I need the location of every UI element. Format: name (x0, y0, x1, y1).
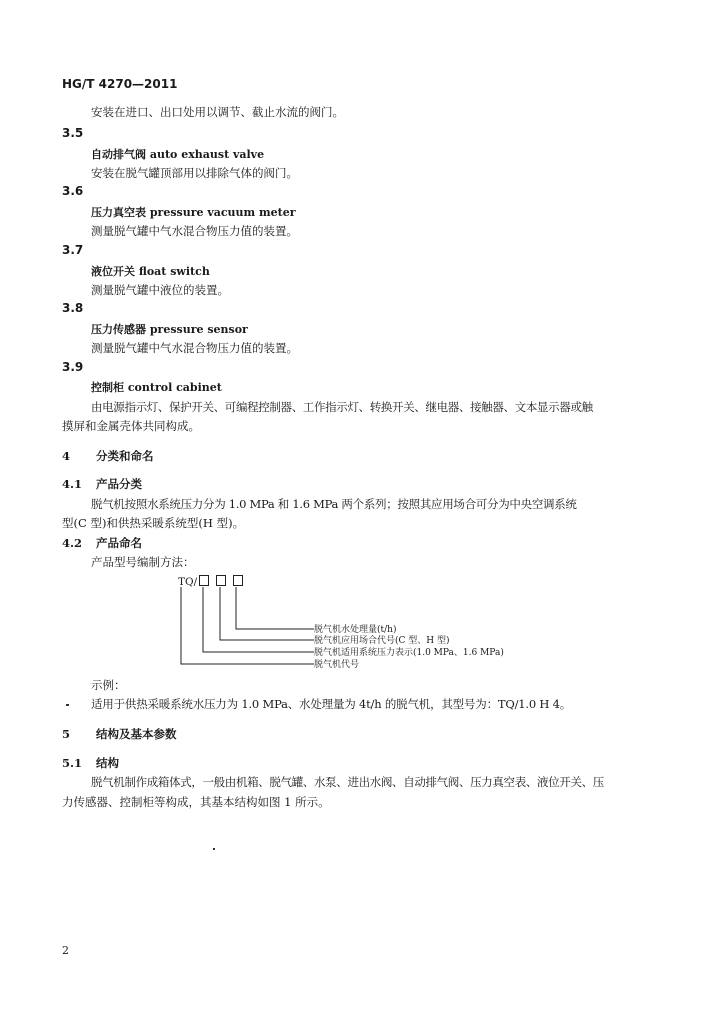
definition-text: 安装在脱气罐顶部用以排除气体的阀门。 (91, 166, 298, 180)
scan-speck (66, 704, 69, 706)
scan-speck (213, 848, 215, 850)
definition-text: 测量脱气罐中液位的装置。 (91, 283, 229, 297)
paragraph-text: 产品型号编制方法： (91, 555, 195, 569)
clause-number: 3.6 (62, 184, 84, 198)
clause-number: 3.9 (62, 360, 84, 374)
section-number: 5 (62, 727, 71, 741)
section-number: 4.1 (62, 477, 83, 491)
definition-text: 测量脱气罐中气水混合物压力值的装置。 (91, 224, 298, 238)
standard-code: HG/T 4270—2011 (62, 77, 178, 91)
term-heading: 自动排气阀 auto exhaust valve (91, 148, 265, 161)
clause-number: 3.7 (62, 243, 84, 257)
definition-text: 由电源指示灯、保护开关、可编程控制器、工作指示灯、转换开关、继电器、接触器、文本显示器或触 (91, 400, 593, 414)
legend-code: 脱气机代号 (314, 660, 360, 670)
term-heading: 压力真空表 pressure vacuum meter (91, 206, 296, 219)
page-number: 2 (62, 944, 69, 957)
legend-capacity: 脱气机水处理量(t/h) (314, 625, 397, 635)
example-text: 适用于供热采暖系统水压力为 1.0 MPa、水处理量为 4t/h 的脱气机，其型号为：TQ/1.0 H 4。 (91, 697, 572, 711)
example-label: 示例： (91, 678, 126, 692)
term-heading: 控制柜 control cabinet (91, 381, 222, 394)
section-number: 5.1 (62, 756, 83, 770)
template-prefix: TQ/ (178, 576, 198, 588)
paragraph-text: 脱气机按照水系统压力分为 1.0 MPa 和 1.6 MPa 两个系列；按照其应用场合可分为中央空调系统 (91, 497, 577, 511)
clause-number: 3.5 (62, 126, 84, 140)
section-title: 结构 (96, 756, 119, 770)
paragraph-text: 脱气机制作成箱体式，一般由机箱、脱气罐、水泵、进出水阀、自动排气阀、压力真空表、液位开关、压 (91, 775, 604, 789)
legend-application: 脱气机应用场合代号(C 型、H 型) (314, 636, 450, 646)
section-title: 产品分类 (96, 477, 142, 491)
definition-text: 安装在进口、出口处用以调节、截止水流的阀门。 (91, 105, 344, 119)
definition-text: 测量脱气罐中气水混合物压力值的装置。 (91, 341, 298, 355)
section-title: 分类和命名 (96, 449, 154, 463)
section-number: 4 (62, 449, 71, 463)
section-number: 4.2 (62, 536, 83, 550)
paragraph-text: 型(C 型)和供热采暖系统型(H 型)。 (62, 516, 245, 530)
clause-number: 3.8 (62, 301, 84, 315)
section-title: 产品命名 (96, 536, 142, 550)
section-heading-5 (62, 726, 177, 742)
section-title: 结构及基本参数 (96, 727, 177, 741)
term-heading: 液位开关 float switch (91, 265, 210, 278)
section-heading-5-1 (62, 755, 119, 771)
term-heading: 压力传感器 pressure sensor (91, 323, 248, 336)
legend-pressure: 脱气机适用系统压力表示(1.0 MPa、1.6 MPa) (314, 648, 504, 658)
definition-text: 摸屏和金属壳体共同构成。 (62, 419, 200, 433)
paragraph-text: 力传感器、控制柜等构成，其基本结构如图 1 所示。 (62, 795, 330, 809)
